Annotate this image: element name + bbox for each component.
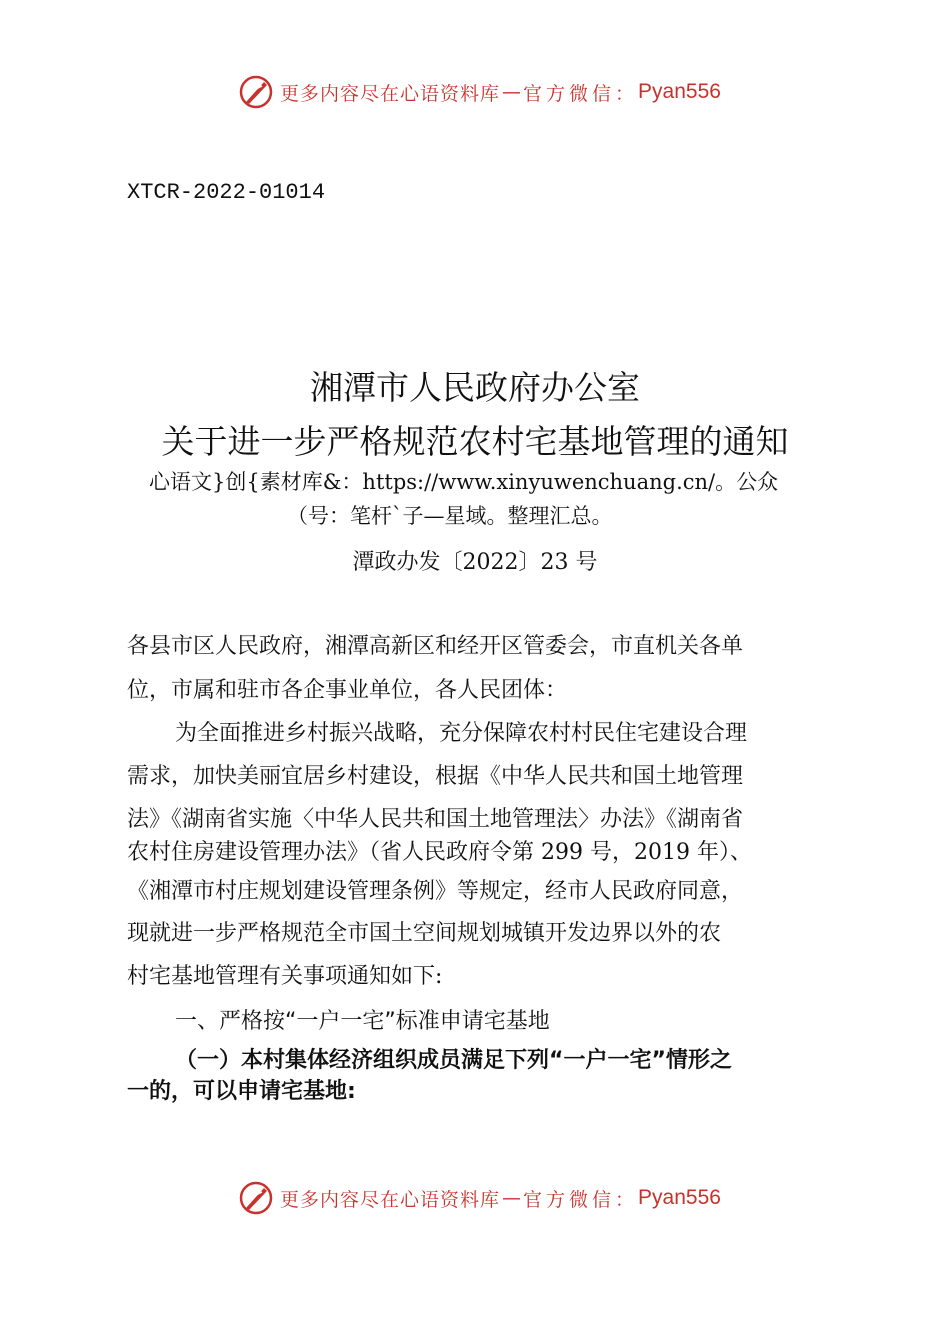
banner-wechat-id: Pyan556 xyxy=(638,1186,721,1209)
paragraph-line: 村宅基地管理有关事项通知如下: xyxy=(127,964,443,989)
paragraph-line: 《湘潭市村庄规划建设管理条例》等规定，经市人民政府同意， xyxy=(127,879,744,904)
document-code: XTCR-2022-01014 xyxy=(127,180,326,205)
watermark-line-2: （号：笔杆`子—星域。整理汇总。 xyxy=(287,504,613,528)
banner-text: 更多内容尽在心语资料库 xyxy=(280,82,501,105)
title-line-1: 湘潭市人民政府办公室 xyxy=(310,368,640,407)
addressee-line-2: 位，市属和驻市各企事业单位，各人民团体： xyxy=(127,678,568,703)
paragraph-line: 为全面推进乡村振兴战略，充分保障农村村民住宅建设合理 xyxy=(175,721,748,746)
header-banner xyxy=(238,72,721,112)
banner-dash: — xyxy=(502,1187,522,1209)
banner-wechat-label: 官方微信： xyxy=(523,1188,639,1211)
section-heading: 一、严格按“一户一宅”标准申请宅基地 xyxy=(175,1009,550,1034)
subsection-heading-line-2: 一的，可以申请宅基地: xyxy=(127,1079,356,1104)
banner-dash: — xyxy=(502,81,522,103)
paragraph-line: 法》《湖南省实施〈中华人民共和国土地管理法〉办法》《湖南省 xyxy=(127,807,744,832)
addressee-line-1: 各县市区人民政府，湘潭高新区和经开区管委会，市直机关各单 xyxy=(127,634,744,659)
subsection-heading-line-1: （一）本村集体经济组织成员满足下列“一户一宅”情形之 xyxy=(175,1048,732,1073)
banner-text: 更多内容尽在心语资料库 xyxy=(280,1188,501,1211)
paragraph-line: 农村住房建设管理办法》（省人民政府令第 299 号，2019 年）、 xyxy=(127,840,752,865)
title-line-2: 关于进一步严格规范农村宅基地管理的通知 xyxy=(161,422,789,461)
banner-wechat-id: Pyan556 xyxy=(638,80,721,103)
quill-logo-icon xyxy=(238,1180,274,1216)
paragraph-line: 现就进一步严格规范全市国土空间规划城镇开发边界以外的农 xyxy=(127,921,722,946)
quill-logo-icon xyxy=(238,74,274,110)
footer-banner xyxy=(238,1178,721,1218)
document-number: 潭政办发〔2022〕23 号 xyxy=(352,550,598,575)
paragraph-line: 需求，加快美丽宜居乡村建设，根据《中华人民共和国土地管理 xyxy=(127,764,744,789)
watermark-line-1: 心语文}创{素材库&：https://www.xinyuwenchuang.cn/。公众 xyxy=(149,470,779,494)
banner-wechat-label: 官方微信： xyxy=(523,82,639,105)
